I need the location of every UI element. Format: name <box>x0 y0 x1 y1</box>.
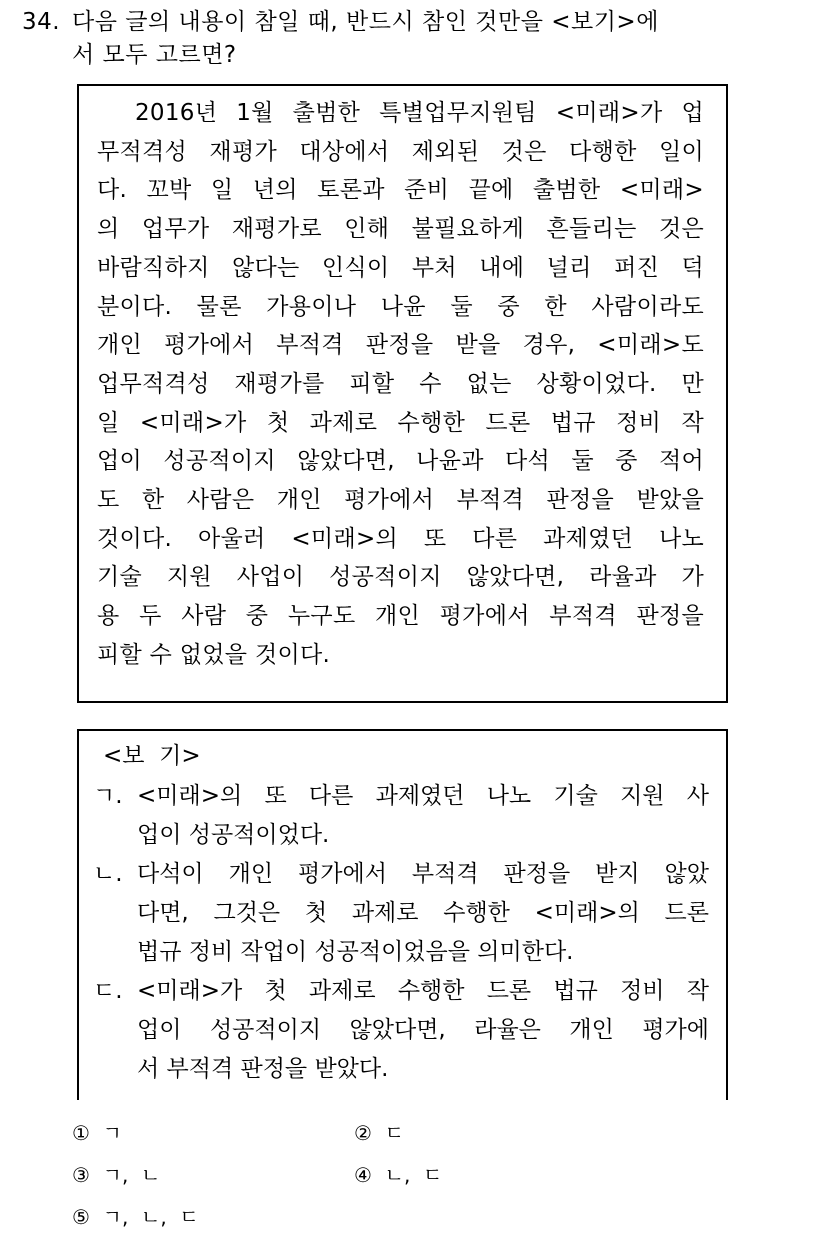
bogi-item-digeut <box>93 972 709 1089</box>
question-stem-line: 다음 글의 내용이 참일 때, 반드시 참인 것만을 <보기>에 <box>72 9 659 35</box>
bogi-line: 서 부적격 판정을 받았다. <box>137 1056 389 1082</box>
option-2[interactable]: ② ㄷ <box>354 1121 404 1145</box>
bogi-marker: ㄱ. <box>93 783 123 809</box>
option-5[interactable]: ⑤ ㄱ, ㄴ, ㄷ <box>72 1205 199 1229</box>
bogi-line: 다면, 그것은 첫 과제로 수행한 <미래>의 드론 <box>137 900 709 926</box>
bogi-line: 법규 정비 작업이 성공적이었음을 의미한다. <box>137 939 574 965</box>
passage-line: 다. 꼬박 일 년의 토론과 준비 끝에 출범한 <미래> <box>97 177 704 204</box>
passage-line: 분이다. 물론 가용이나 나윤 둘 중 한 사람이라도 <box>97 293 704 320</box>
passage-line: 2016년 1월 출범한 특별업무지원팀 <미래>가 업 <box>97 100 704 126</box>
passage-line: 것이다. 아울러 <미래>의 또 다른 과제였던 나노 <box>97 525 704 552</box>
passage-text <box>79 94 726 675</box>
bogi-item-giyeok <box>93 777 709 855</box>
option-1[interactable]: ① ㄱ <box>72 1121 122 1145</box>
passage-line: 무적격성 재평가 대상에서 제외된 것은 다행한 일이 <box>97 138 704 165</box>
option-4[interactable]: ④ ㄴ, ㄷ <box>354 1163 443 1187</box>
bogi-line: 업이 성공적이지 않았다면, 라율은 개인 평가에 <box>137 1017 709 1043</box>
bogi-marker: ㄷ. <box>93 978 123 1004</box>
passage-line: 업무적격성 재평가를 피할 수 없는 상황이었다. 만 <box>97 370 704 397</box>
bogi-item-nieun <box>93 855 709 972</box>
bogi-line: 업이 성공적이었다. <box>137 822 330 848</box>
passage-line: 개인 평가에서 부적격 판정을 받을 경우, <미래>도 <box>97 332 704 359</box>
question-stem-line: 서 모두 고르면? <box>72 42 237 68</box>
passage-box <box>77 84 728 703</box>
passage-line: 도 한 사람은 개인 평가에서 부적격 판정을 받았을 <box>97 487 704 514</box>
bogi-line: 다석이 개인 평가에서 부적격 판정을 받지 않았 <box>137 861 709 887</box>
bogi-marker: ㄴ. <box>93 861 123 887</box>
bogi-box <box>77 729 728 1100</box>
option-3[interactable]: ③ ㄱ, ㄴ <box>72 1163 161 1187</box>
passage-line: 업이 성공적이지 않았다면, 나윤과 다석 둘 중 적어 <box>97 448 704 475</box>
passage-line: 피할 수 없었을 것이다. <box>97 641 331 668</box>
passage-line: 용 두 사람 중 누구도 개인 평가에서 부적격 판정을 <box>97 603 704 630</box>
question-number: 34. <box>22 9 61 35</box>
bogi-line: <미래>가 첫 과제로 수행한 드론 법규 정비 작 <box>137 978 709 1004</box>
bogi-line: <미래>의 또 다른 과제였던 나노 기술 지원 사 <box>137 783 709 809</box>
passage-line: 의 업무가 재평가로 인해 불필요하게 흔들리는 것은 <box>97 216 704 243</box>
passage-line: 바람직하지 않다는 인식이 부처 내에 널리 퍼진 덕 <box>97 254 704 281</box>
passage-line: 기술 지원 사업이 성공적이지 않았다면, 라율과 가 <box>97 564 704 591</box>
question-stem <box>72 6 772 72</box>
bogi-title: <보 기> <box>103 743 201 769</box>
passage-line: 일 <미래>가 첫 과제로 수행한 드론 법규 정비 작 <box>97 409 704 436</box>
